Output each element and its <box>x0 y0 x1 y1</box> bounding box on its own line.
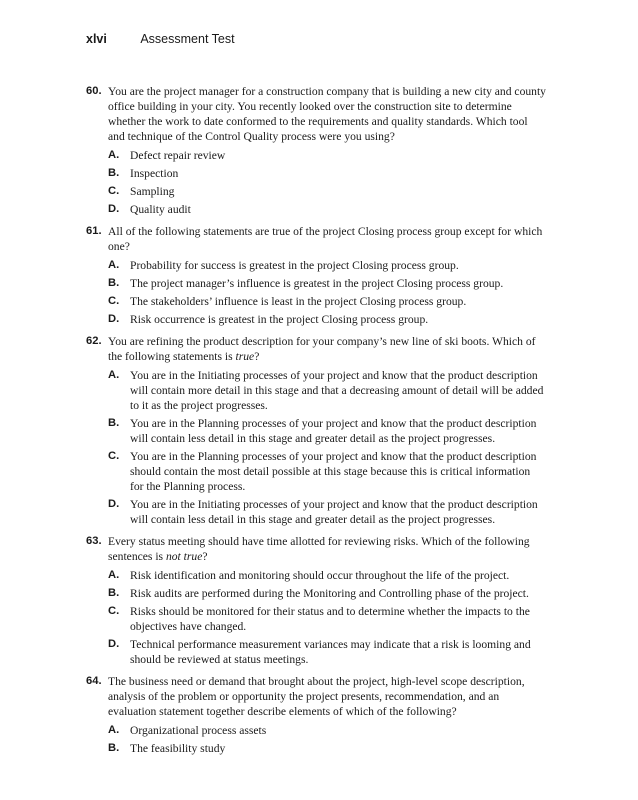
question-text: You are the project manager for a construction company that is building a new city and county office building in your city. You recently looked over the construction site to determine whether the work to date conformed to the requirements and quality standards. Which tool and technique of the Control Quality process were you using? <box>108 85 546 143</box>
option-text: The stakeholders’ influence is least in the project Closing process group. <box>130 295 467 308</box>
option-a <box>108 148 546 163</box>
option-label: A. <box>108 149 120 161</box>
option-text: The feasibility study <box>130 742 226 755</box>
question-text: You are refining the product description for your company’s new line of ski boots. Which of the following statements is true? <box>108 335 536 363</box>
question-number: 64. <box>86 675 102 687</box>
option-label: C. <box>108 450 120 462</box>
option-label: C. <box>108 605 120 617</box>
option-label: B. <box>108 277 120 289</box>
option-label: C. <box>108 295 120 307</box>
question-61 <box>86 224 546 327</box>
option-text: Risks should be monitored for their status and to determine whether the impacts to the objectives have changed. <box>130 605 530 633</box>
question-text: The business need or demand that brought about the project, high-level scope description, analysis of the problem or opportunity the project presents, recommendation, and an evaluation statement together describe elements of which of the following? <box>108 675 525 718</box>
option-c <box>108 604 546 634</box>
option-b <box>108 166 546 181</box>
option-b <box>108 741 546 756</box>
option-d <box>108 202 546 217</box>
option-a <box>108 368 546 413</box>
question-text: Every status meeting should have time allotted for reviewing risks. Which of the following sentences is not true? <box>108 535 530 563</box>
option-b <box>108 416 546 446</box>
option-text: Organizational process assets <box>130 724 267 737</box>
question-text: All of the following statements are true of the project Closing process group except for which one? <box>108 225 543 253</box>
question-number: 63. <box>86 535 102 547</box>
option-a <box>108 568 546 583</box>
question-63 <box>86 534 546 667</box>
option-label: D. <box>108 638 120 650</box>
option-text: Probability for success is greatest in the project Closing process group. <box>130 259 459 272</box>
option-text: You are in the Planning processes of your project and know that the product description will contain less detail in this stage and greater detail as the project progresses. <box>130 417 537 445</box>
option-text: The project manager’s influence is greatest in the project Closing process group. <box>130 277 504 290</box>
option-text: Risk identification and monitoring should occur throughout the life of the project. <box>130 569 510 582</box>
option-label: D. <box>108 313 120 325</box>
option-label: A. <box>108 369 120 381</box>
option-text: Risk occurrence is greatest in the project Closing process group. <box>130 313 429 326</box>
option-label: B. <box>108 742 120 754</box>
emphasis-text: not true <box>165 550 203 563</box>
option-b <box>108 586 546 601</box>
option-a <box>108 723 546 738</box>
option-label: A. <box>108 259 120 271</box>
option-c <box>108 294 546 309</box>
running-title: Assessment Test <box>140 32 235 46</box>
option-c <box>108 449 546 494</box>
option-text: You are in the Initiating processes of your project and know that the product description will contain more detail in this stage and that a decreasing amount of detail will be added to it as the project progresses. <box>130 369 544 412</box>
question-62 <box>86 334 546 527</box>
option-label: C. <box>108 185 120 197</box>
option-d <box>108 312 546 327</box>
question-60 <box>86 84 546 217</box>
page-header <box>86 32 235 46</box>
option-label: D. <box>108 498 120 510</box>
option-label: B. <box>108 167 120 179</box>
option-text: Inspection <box>130 167 179 180</box>
question-64 <box>86 674 546 756</box>
option-label: A. <box>108 724 120 736</box>
option-label: A. <box>108 569 120 581</box>
option-label: D. <box>108 203 120 215</box>
option-text: You are in the Initiating processes of your project and know that the product description will contain less detail in this stage and greater detail as the project progresses. <box>130 498 538 526</box>
emphasis-text: true <box>235 350 255 363</box>
option-text: Risk audits are performed during the Monitoring and Controlling phase of the project. <box>130 587 529 600</box>
option-c <box>108 184 546 199</box>
option-text: Quality audit <box>130 203 191 216</box>
question-list <box>86 84 546 763</box>
option-a <box>108 258 546 273</box>
question-number: 61. <box>86 225 102 237</box>
option-label: B. <box>108 417 120 429</box>
page-number: xlvi <box>86 32 107 46</box>
option-text: You are in the Planning processes of your project and know that the product description should contain the most detail possible at this stage because this is critical information for the Planning process. <box>130 450 537 493</box>
option-label: B. <box>108 587 120 599</box>
option-text: Technical performance measurement variances may indicate that a risk is looming and should be reviewed at status meetings. <box>130 638 531 666</box>
option-text: Sampling <box>130 185 175 198</box>
option-d <box>108 497 546 527</box>
question-number: 60. <box>86 85 102 97</box>
option-b <box>108 276 546 291</box>
question-number: 62. <box>86 335 102 347</box>
option-d <box>108 637 546 667</box>
option-text: Defect repair review <box>130 149 226 162</box>
